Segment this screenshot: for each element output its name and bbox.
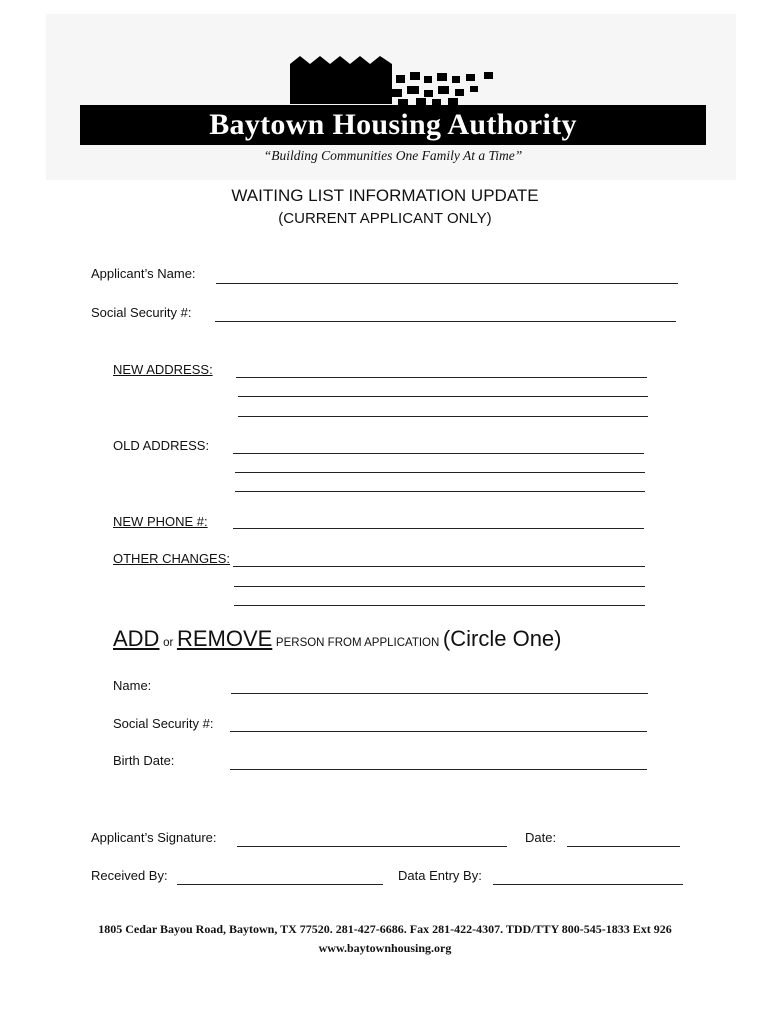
birth-date-label: Birth Date:: [113, 753, 175, 768]
other-changes-field-2[interactable]: [234, 586, 645, 587]
other-changes-label: OTHER CHANGES:: [113, 551, 231, 566]
applicant-name-field[interactable]: [216, 283, 678, 284]
add-remove-heading: [113, 626, 562, 652]
applicant-name-label: Applicant’s Name:: [91, 266, 196, 281]
circle-one-text: (Circle One): [442, 626, 562, 651]
new-phone-label: NEW PHONE #:: [113, 514, 208, 529]
footer-address: 1805 Cedar Bayou Road, Baytown, TX 77520. 281-427-6686. Fax 281-422-4307. TDD/TTY 800-545-1833 Ext 926: [98, 922, 672, 936]
building-logo-icon: [0, 0, 770, 110]
new-address-label: NEW ADDRESS:: [113, 362, 213, 377]
date-field[interactable]: [567, 846, 680, 847]
or-text: or: [163, 637, 174, 649]
date-label: Date:: [525, 830, 557, 845]
person-name-field[interactable]: [231, 693, 648, 694]
person-ssn-field[interactable]: [230, 731, 647, 732]
received-by-label: Received By:: [91, 868, 168, 883]
birth-date-field[interactable]: [230, 769, 647, 770]
person-from-application-text: PERSON FROM APPLICATION: [275, 637, 440, 649]
old-address-label: OLD ADDRESS:: [113, 438, 210, 453]
person-name-label: Name:: [113, 678, 152, 693]
ssn-label: Social Security #:: [91, 305, 192, 320]
new-phone-field[interactable]: [233, 528, 644, 529]
other-changes-field-1[interactable]: [233, 566, 645, 567]
ssn-field[interactable]: [215, 321, 676, 322]
new-address-field-2[interactable]: [238, 396, 648, 397]
form-title: WAITING LIST INFORMATION UPDATE: [231, 186, 539, 205]
signature-field[interactable]: [237, 846, 507, 847]
old-address-field-1[interactable]: [233, 453, 644, 454]
form-subtitle: (CURRENT APPLICANT ONLY): [278, 210, 492, 227]
footer-website[interactable]: www.baytownhousing.org: [318, 941, 452, 955]
signature-label: Applicant’s Signature:: [91, 830, 217, 845]
remove-option[interactable]: REMOVE: [176, 626, 273, 651]
other-changes-field-3[interactable]: [234, 605, 645, 606]
add-option[interactable]: ADD: [113, 626, 160, 651]
tagline: “Building Communities One Family At a Time”: [263, 148, 523, 163]
old-address-field-2[interactable]: [235, 472, 645, 473]
old-address-field-3[interactable]: [235, 491, 645, 492]
org-name: Baytown Housing Authority: [209, 108, 577, 141]
person-ssn-label: Social Security #:: [113, 716, 214, 731]
received-by-field[interactable]: [177, 884, 383, 885]
new-address-field-1[interactable]: [236, 377, 647, 378]
data-entry-field[interactable]: [493, 884, 683, 885]
new-address-field-3[interactable]: [238, 416, 648, 417]
data-entry-label: Data Entry By:: [398, 868, 482, 883]
